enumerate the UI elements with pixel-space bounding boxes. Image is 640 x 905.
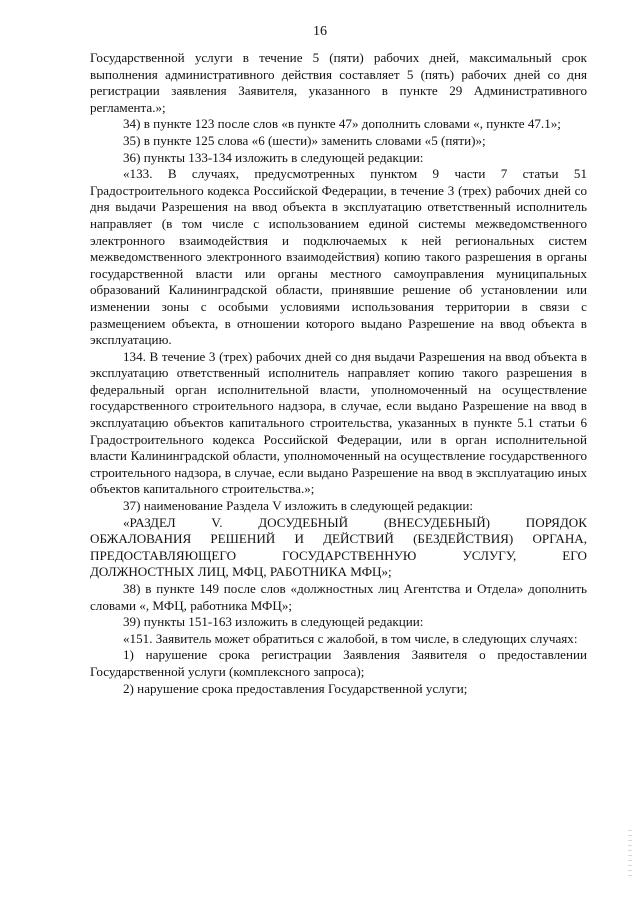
paragraph-case-2: 2) нарушение срока предоставления Государственной услуги; xyxy=(123,680,468,696)
paragraph-continuation: Государственной услуги в течение 5 (пяти) рабочих дней, максимальный срок выполнения административного действия составляет 5 (пять) рабочих дней со дня регистрации заявления Заявителя, указанного в пункте 29 Административного регламента.»; xyxy=(90,50,587,115)
paragraph-clause-133: «133. В случаях, предусмотренных пунктом 9 части 7 статьи 51 Градостроительного кодекса Российской Федерации, в течение 3 (трех) рабочих дней со дня выдачи Разрешения на ввод объекта в эксплуатацию ответственный исполнитель направляет (в том числе с использованием единой системы межведомственного электронного взаимодействия и подключаемых к ней региональных систем межведомственного электронного взаимодействия) копию такого разрешения в органы государственной власти или органы местного самоуправления муниципальных образований Калининградской области, принявшие решение об установлении или изменении зоны с особыми условиями использования территории в связи с размещением объекта, в отношении которого выдано Разрешение на ввод объекта в эксплуатацию. xyxy=(90,166,587,348)
paragraph-item-38: 38) в пункте 149 после слов «должностных лиц Агентства и Отдела» дополнить словами «, МФЦ, работника МФЦ»; xyxy=(90,581,587,613)
paragraph-item-39: 39) пункты 151-163 изложить в следующей редакции: xyxy=(123,614,424,630)
paragraph-clause-134: 134. В течение 3 (трех) рабочих дней со дня выдачи Разрешения на ввод объекта в эксплуатацию ответственный исполнитель направляет копию такого разрешения в федеральный орган исполнительной власти, уполномоченный на осуществление государственного строительного надзора, в случае, если выдано Разрешение на ввод в эксплуатацию объектов капитального строительства, указанных в пункте 5.1 статьи 6 Градостроительного кодекса Российской Федерации, или в орган исполнительной власти Калининградской области, уполномоченный на осуществление государственного строительного надзора, в случае, если выдано Разрешение на ввод в эксплуатацию иных объектов капитального строительства.»; xyxy=(90,348,587,497)
section-heading-line-3: ПРЕДОСТАВЛЯЮЩЕГО ГОСУДАРСТВЕННУЮ УСЛУГУ, ЕГО xyxy=(90,547,587,563)
page-number: 16 xyxy=(313,24,327,39)
paragraph-item-34: 34) в пункте 123 после слов «в пункте 47» дополнить словами «, пункте 47.1»; xyxy=(123,116,561,132)
section-heading xyxy=(90,515,587,581)
paragraph-case-1: 1) нарушение срока регистрации Заявления Заявителя о предоставлении Государственной услуги (комплексного запроса); xyxy=(90,647,587,679)
section-heading-line-4: ДОЛЖНОСТНЫХ ЛИЦ, МФЦ, РАБОТНИКА МФЦ»; xyxy=(90,564,392,580)
paragraph-item-37: 37) наименование Раздела V изложить в следующей редакции: xyxy=(123,498,473,514)
paragraph-clause-151: «151. Заявитель может обратиться с жалобой, в том числе, в следующих случаях: xyxy=(123,630,578,646)
scan-edge-marks xyxy=(628,830,632,880)
paragraph-item-36: 36) пункты 133-134 изложить в следующей редакции: xyxy=(123,149,424,165)
paragraph-item-35: 35) в пункте 125 слова «6 (шести)» заменить словами «5 (пяти)»; xyxy=(123,132,486,148)
section-heading-line-1: «РАЗДЕЛ V. ДОСУДЕБНЫЙ (ВНЕСУДЕБНЫЙ) ПОРЯДОК xyxy=(123,514,587,530)
section-heading-line-2: ОБЖАЛОВАНИЯ РЕШЕНИЙ И ДЕЙСТВИЙ (БЕЗДЕЙСТВИЯ) ОРГАНА, xyxy=(90,531,587,547)
document-body xyxy=(90,50,587,697)
